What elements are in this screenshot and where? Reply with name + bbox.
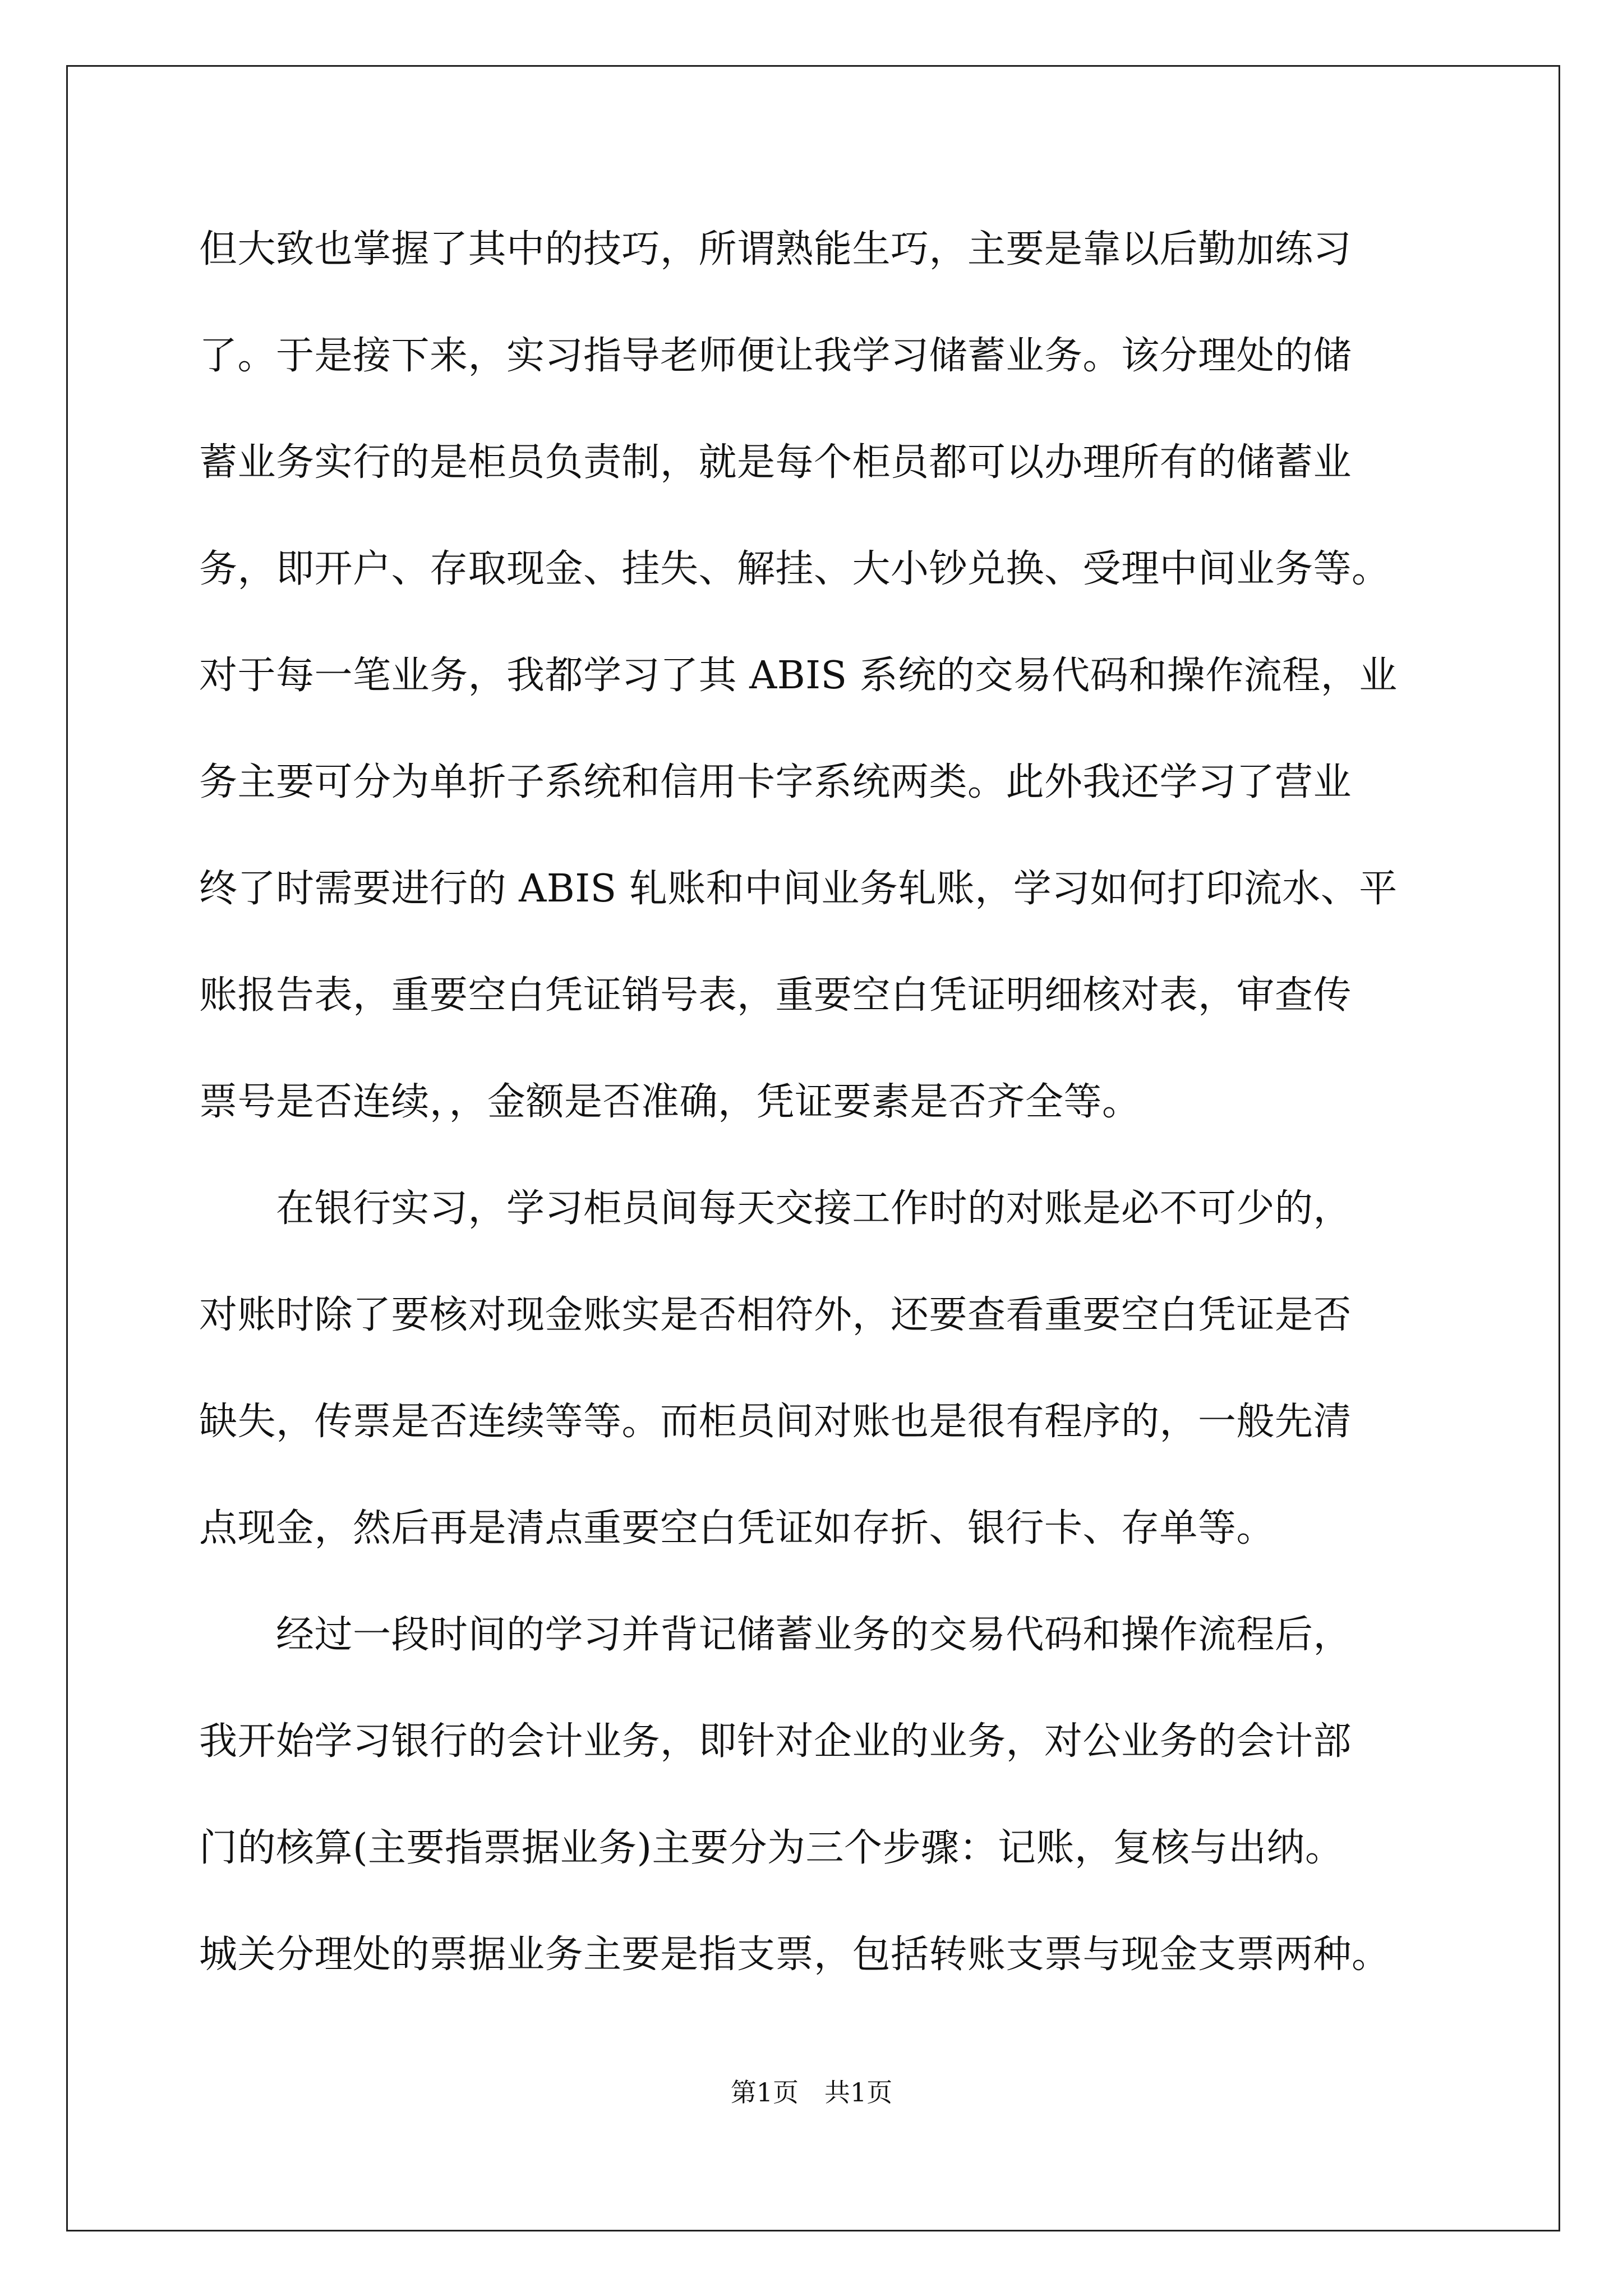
page-border — [66, 65, 1560, 2231]
text-line: 了。于是接下来，实习指导老师便让我学习储蓄业务。该分理处的储 — [199, 334, 1352, 378]
text-line: 但大致也掌握了其中的技巧，所谓熟能生巧，主要是靠以后勤加练习 — [199, 227, 1352, 272]
text-line: 账报告表，重要空白凭证销号表，重要空白凭证明细核对表，审查传 — [199, 973, 1352, 1018]
text-line: 务主要可分为单折子系统和信用卡字系统两类。此外我还学习了营业 — [199, 760, 1352, 804]
text-line: 对账时除了要核对现金账实是否相符外，还要查看重要空白凭证是否 — [199, 1293, 1352, 1337]
text-line: 我开始学习银行的会计业务，即针对企业的业务，对公业务的会计部 — [199, 1719, 1352, 1764]
page-number-footer: 第1页 共1页 — [730, 2077, 893, 2108]
text-line: 终了时需要进行的 ABIS 轧账和中间业务轧账，学习如何打印流水、平 — [199, 867, 1398, 911]
text-line: 门的核算(主要指票据业务)主要分为三个步骤：记账，复核与出纳。 — [199, 1826, 1344, 1870]
text-line: 对于每一笔业务，我都学习了其 ABIS 系统的交易代码和操作流程，业 — [199, 654, 1398, 698]
text-line: 票号是否连续，，金额是否准确，凭证要素是否齐全等。 — [199, 1080, 1141, 1124]
text-line: 点现金，然后再是清点重要空白凭证如存折、银行卡、存单等。 — [199, 1506, 1275, 1550]
text-line: 缺失，传票是否连续等等。而柜员间对账也是很有程序的，一般先清 — [199, 1400, 1352, 1444]
text-line: 城关分理处的票据业务主要是指支票，包括转账支票与现金支票两种。 — [199, 1932, 1390, 1977]
paragraph-start-line: 经过一段时间的学习并背记储蓄业务的交易代码和操作流程后， — [199, 1613, 1352, 1657]
paragraph-start-line: 在银行实习，学习柜员间每天交接工作时的对账是必不可少的， — [199, 1186, 1352, 1231]
text-line: 务，即开户、存取现金、挂失、解挂、大小钞兑换、受理中间业务等。 — [199, 547, 1390, 591]
text-line: 蓄业务实行的是柜员负责制，就是每个柜员都可以办理所有的储蓄业 — [199, 440, 1352, 485]
